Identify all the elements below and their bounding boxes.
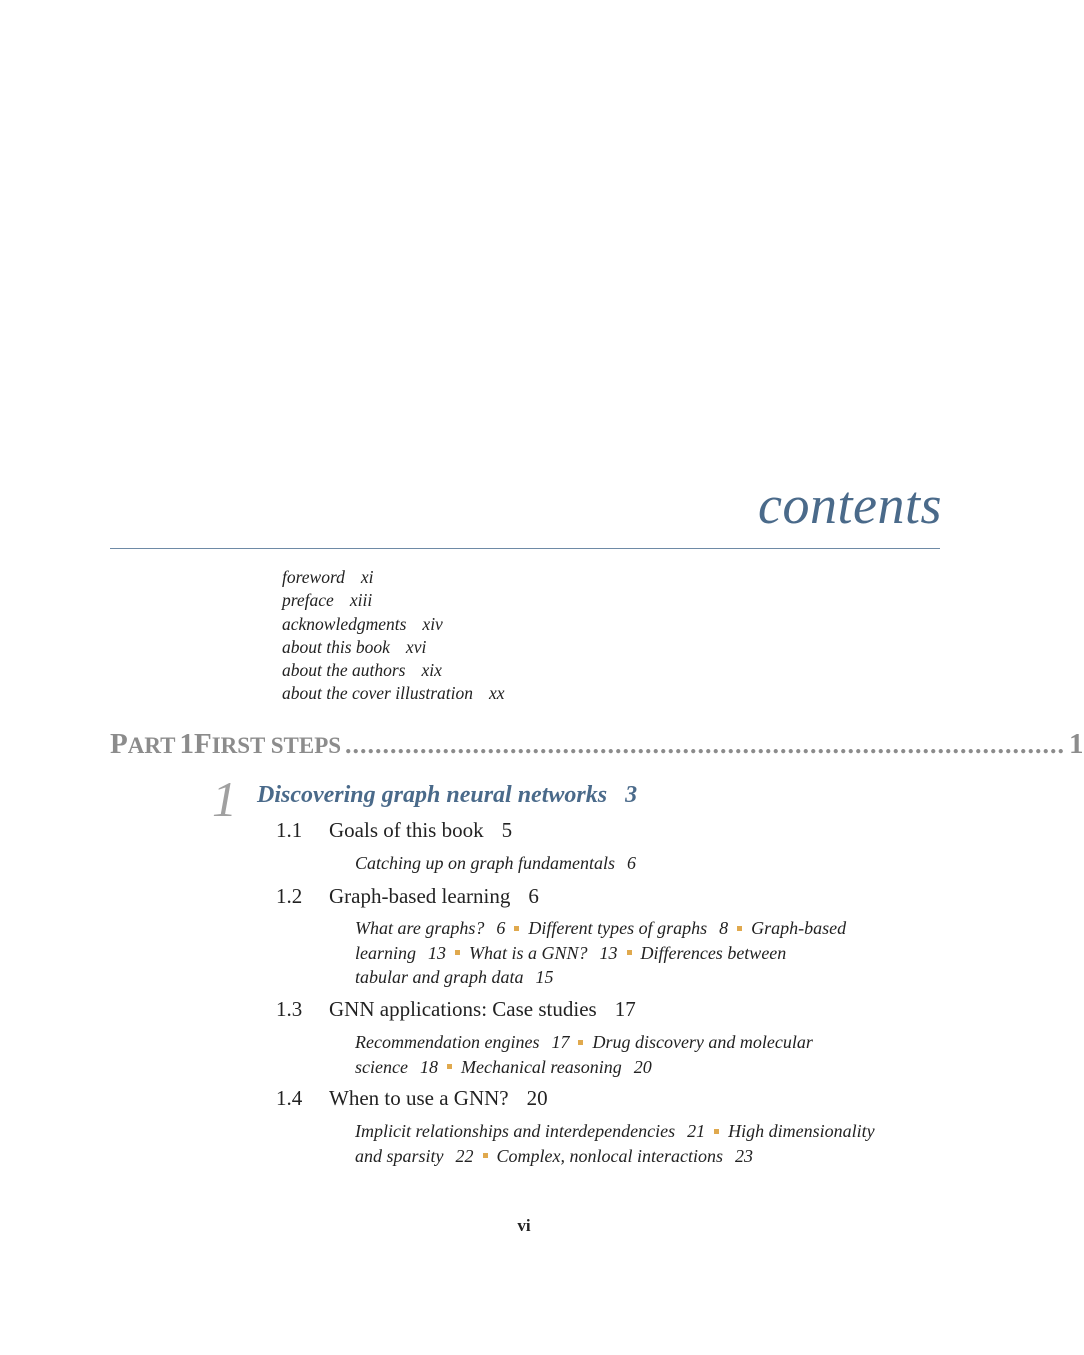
subsection-item[interactable]: Catching up on graph fundamentals 6	[355, 853, 636, 873]
chapter-number: 1	[212, 771, 237, 827]
bullet-separator	[483, 1153, 488, 1158]
subsection-item[interactable]: Implicit relationships and interdependencies 21	[355, 1121, 706, 1141]
chapter-title[interactable]: Discovering graph neural networks 3	[257, 782, 638, 808]
bullet-separator	[627, 950, 632, 955]
subsection-item[interactable]: science 18	[355, 1056, 438, 1077]
part-title: FIRST STEPS	[193, 728, 342, 760]
front-matter-item[interactable]: about the cover illustration xx	[282, 683, 505, 704]
subsection-item[interactable]: Recommendation engines 17	[355, 1032, 570, 1052]
bullet-separator	[455, 950, 460, 955]
subsection-item[interactable]: What is a GNN? 13	[469, 942, 618, 963]
subsection-item[interactable]: tabular and graph data 15	[355, 967, 554, 987]
bullet-separator	[578, 1040, 583, 1045]
subsection-item[interactable]: Different types of graphs 8	[528, 918, 729, 938]
subsection-item[interactable]: High dimensionality	[728, 1121, 875, 1141]
chapter-page: 3	[625, 782, 638, 808]
part-heading[interactable]	[110, 728, 1084, 764]
leader-dots: ................................................................................................	[345, 730, 1066, 759]
subsection-item[interactable]: and sparsity 22	[355, 1145, 474, 1166]
subsection-item[interactable]: What are graphs? 6	[355, 918, 506, 938]
section-entry[interactable]: 1.4 When to use a GNN? 20	[276, 1086, 548, 1110]
part-label: PART 1	[110, 728, 194, 760]
bullet-separator	[714, 1129, 719, 1134]
section-entry[interactable]: 1.3 GNN applications: Case studies 17	[276, 997, 636, 1021]
section-entry[interactable]: 1.2 Graph-based learning 6	[276, 884, 539, 908]
subsection-item[interactable]: Mechanical reasoning 20	[460, 1056, 652, 1077]
subsection-item[interactable]: learning 13	[355, 942, 446, 963]
subsection-list	[355, 1119, 945, 1168]
bullet-separator	[447, 1064, 452, 1069]
title-rule	[110, 548, 940, 549]
front-matter-list	[282, 566, 505, 706]
page-number: vi	[517, 1216, 531, 1235]
front-matter-item[interactable]: about the authors xix	[282, 660, 442, 681]
front-matter-item[interactable]: preface xiii	[282, 590, 373, 611]
front-matter-item[interactable]: acknowledgments xiv	[282, 613, 443, 634]
front-matter-item[interactable]: about this book xvi	[282, 636, 427, 657]
subsection-item[interactable]: Graph-based	[751, 918, 847, 938]
subsection-item[interactable]: Differences between	[640, 942, 787, 963]
front-matter-item[interactable]: foreword xi	[282, 567, 374, 587]
bullet-separator	[514, 926, 519, 931]
subsection-list	[355, 916, 945, 990]
part-page: 1	[1069, 728, 1084, 760]
subsection-item[interactable]: Complex, nonlocal interactions 23	[496, 1145, 753, 1166]
page-title: contents	[758, 475, 942, 535]
subsection-list	[355, 1030, 945, 1079]
bullet-separator	[737, 926, 742, 931]
subsection-list	[355, 851, 945, 876]
subsection-item[interactable]: Drug discovery and molecular	[592, 1032, 813, 1052]
section-entry[interactable]: 1.1 Goals of this book 5	[276, 818, 513, 842]
